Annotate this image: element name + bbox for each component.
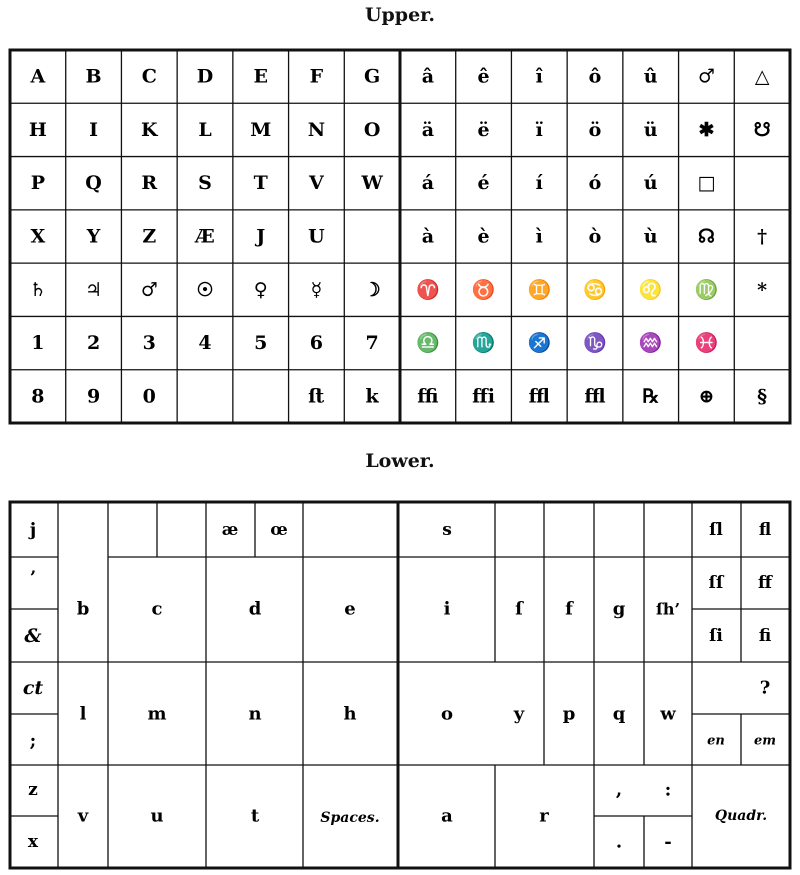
upper-cell-4-2: ♂ — [140, 278, 158, 301]
lower-cell-oe: œ — [270, 520, 288, 540]
upper-cell-1-1: I — [89, 118, 99, 141]
lower-cell-f: f — [565, 598, 573, 620]
lower-cell-r: r — [539, 805, 549, 827]
lower-cell-fl: fl — [758, 520, 772, 540]
upper-cell-0-9: î — [535, 65, 543, 88]
lower-cell-ct-ligature: ct — [22, 677, 44, 699]
upper-cell-3-7: à — [421, 225, 435, 248]
upper-cell-0-7: â — [421, 65, 435, 88]
upper-cell-1-0: H — [28, 118, 47, 141]
lower-cell-h: h — [343, 703, 357, 725]
upper-cell-1-9: ï — [535, 118, 543, 141]
upper-cell-4-3: ☉ — [196, 278, 214, 301]
upper-cell-1-11: ü — [643, 118, 658, 141]
upper-cell-4-7: ♈ — [416, 278, 440, 301]
upper-cell-2-6: W — [361, 172, 383, 195]
upper-cell-3-12: ☊ — [697, 225, 715, 248]
upper-cell-2-4: T — [253, 172, 268, 195]
upper-cell-2-11: ú — [643, 172, 658, 195]
upper-cell-5-5: 6 — [309, 332, 324, 355]
lower-cell-g: g — [612, 598, 626, 620]
upper-cell-5-4: 5 — [254, 332, 268, 355]
upper-cell-4-8: ♉ — [471, 278, 496, 301]
upper-cell-5-12: ♓ — [694, 332, 719, 355]
upper-cell-0-11: û — [643, 65, 658, 88]
lower-cell-long-sh: ſh’ — [655, 599, 681, 619]
lower-cell-hyphen: - — [664, 831, 672, 853]
lower-case-heading: Lower. — [365, 450, 435, 472]
lower-cell-j: j — [29, 519, 37, 541]
lower-cell-ae: æ — [221, 520, 239, 540]
upper-cell-2-8: é — [477, 172, 490, 195]
upper-cell-2-9: í — [535, 172, 543, 195]
upper-cell-6-5: ﬅ — [308, 385, 325, 408]
lower-cell-apostrophe: ’ — [29, 567, 37, 589]
upper-cell-4-0: ♄ — [29, 278, 47, 301]
lower-cell-fi: fi — [758, 626, 772, 646]
lower-cell-spaces: Spaces. — [320, 810, 380, 826]
upper-cell-5-1: 2 — [86, 332, 101, 355]
upper-cell-3-0: X — [30, 225, 46, 248]
lower-cell-w: w — [660, 703, 676, 725]
upper-cell-1-13: ☋ — [753, 118, 771, 141]
lower-cell-z: z — [28, 780, 38, 800]
lower-cell-colon: : — [664, 779, 672, 801]
upper-cell-5-7: ♎ — [416, 332, 440, 355]
upper-cell-5-0: 1 — [31, 332, 45, 355]
lower-cell-v: v — [77, 805, 89, 827]
upper-cell-0-2: C — [141, 65, 157, 88]
upper-cell-1-4: M — [250, 118, 272, 141]
upper-cell-3-2: Z — [142, 225, 157, 248]
upper-cell-5-3: 4 — [198, 332, 212, 355]
upper-cell-2-7: á — [421, 172, 435, 195]
lower-cell-u: u — [150, 805, 164, 827]
upper-cell-6-12: ⊕ — [698, 385, 715, 408]
upper-cell-1-12: ✱ — [698, 118, 715, 141]
upper-cell-0-12: ♂ — [697, 65, 715, 88]
upper-case-heading: Upper. — [364, 4, 436, 26]
upper-cell-6-6: k — [365, 385, 379, 408]
lower-cell-q: q — [612, 703, 626, 725]
lower-cell-question: ? — [759, 677, 771, 699]
upper-cell-6-13: § — [757, 385, 768, 408]
upper-cell-5-11: ♒ — [638, 332, 663, 355]
lower-cell-i: i — [443, 598, 451, 620]
lower-cell-quadr: Quadr. — [714, 808, 768, 824]
lower-cell-em: em — [753, 733, 777, 749]
lower-cell-long-ss: ſſ — [708, 573, 724, 593]
upper-cell-2-3: S — [198, 172, 212, 195]
lower-cell-m: m — [147, 703, 167, 725]
upper-cell-2-2: R — [141, 172, 158, 195]
upper-cell-4-11: ♌ — [638, 278, 663, 301]
upper-cell-1-3: L — [198, 118, 212, 141]
upper-cell-1-6: O — [363, 118, 381, 141]
upper-cell-3-9: ì — [535, 225, 543, 248]
lower-cell-semicolon: ; — [29, 730, 37, 752]
lower-cell-x: x — [27, 832, 39, 852]
lower-cell-ff: ff — [758, 573, 772, 593]
upper-cell-0-10: ô — [588, 65, 602, 88]
upper-cell-0-3: D — [196, 65, 214, 88]
upper-cell-0-5: F — [309, 65, 324, 88]
upper-cell-0-8: ê — [477, 65, 490, 88]
upper-cell-4-5: ☿ — [310, 278, 323, 301]
upper-cell-4-6: ☽ — [363, 278, 381, 301]
upper-cell-6-10: ffl — [584, 385, 606, 408]
upper-cell-5-9: ♐ — [527, 332, 552, 355]
upper-cell-1-2: K — [141, 118, 158, 141]
upper-cell-1-8: ë — [477, 118, 490, 141]
lower-cell-ampersand: & — [24, 625, 42, 647]
lower-cell-e: e — [344, 598, 356, 620]
upper-cell-4-10: ♋ — [583, 278, 607, 301]
lower-cell-c: c — [151, 598, 163, 620]
upper-cell-6-0: 8 — [31, 385, 45, 408]
upper-cell-2-10: ó — [588, 172, 602, 195]
upper-cell-6-8: ffi — [472, 385, 495, 408]
upper-cell-0-1: B — [85, 65, 102, 88]
upper-cell-0-13: △ — [754, 65, 770, 88]
lower-cell-t: t — [250, 805, 260, 827]
upper-cell-0-6: G — [364, 65, 381, 88]
upper-cell-1-7: ä — [421, 118, 435, 141]
upper-cell-5-6: 7 — [365, 332, 379, 355]
upper-cell-4-1: ♃ — [85, 278, 103, 301]
upper-cell-2-12: □ — [697, 172, 716, 195]
lower-cell-p: p — [562, 703, 576, 725]
upper-cell-2-0: P — [30, 172, 46, 195]
lower-cell-y: y — [513, 703, 525, 725]
upper-cell-3-3: Æ — [195, 225, 215, 248]
upper-cell-3-1: Y — [86, 225, 101, 248]
upper-cell-0-4: E — [253, 65, 268, 88]
lower-cell-l: l — [79, 703, 87, 725]
upper-cell-2-5: V — [309, 172, 324, 195]
lower-cell-en: en — [707, 733, 725, 749]
upper-cell-3-13: † — [757, 225, 768, 248]
lower-cell-b: b — [76, 598, 90, 620]
lower-cell-long-s: ſ — [515, 598, 523, 620]
upper-cell-4-13: * — [757, 278, 768, 301]
upper-cell-6-2: 0 — [142, 385, 156, 408]
lower-cell-long-sl: ſl — [709, 520, 723, 540]
lower-cell-a: a — [441, 805, 453, 827]
upper-cell-3-11: ù — [643, 225, 658, 248]
lower-cell-period: . — [615, 831, 623, 853]
upper-cell-4-9: ♊ — [527, 278, 552, 301]
upper-cell-0-0: A — [30, 65, 46, 88]
upper-cell-6-7: ﬃ — [417, 385, 439, 408]
upper-cell-5-10: ♑ — [583, 332, 607, 355]
upper-cell-3-8: è — [477, 225, 490, 248]
lower-cell-d: d — [248, 598, 262, 620]
lower-cell-long-si: ſi — [709, 626, 723, 646]
upper-cell-3-5: U — [308, 225, 325, 248]
upper-cell-2-1: Q — [85, 172, 102, 195]
lower-cell-n: n — [248, 703, 262, 725]
upper-cell-5-2: 3 — [142, 332, 156, 355]
lower-cell-s: s — [442, 520, 452, 540]
upper-cell-1-10: ö — [588, 118, 602, 141]
upper-cell-1-5: N — [307, 118, 326, 141]
upper-cell-6-9: ﬄ — [528, 385, 550, 408]
upper-cell-5-8: ♏ — [471, 332, 496, 355]
upper-cell-6-1: 9 — [86, 385, 101, 408]
upper-cell-4-12: ♍ — [694, 278, 719, 301]
lower-cell-o: o — [440, 703, 454, 725]
upper-cell-3-10: ò — [588, 225, 602, 248]
upper-cell-3-4: J — [256, 225, 266, 248]
upper-cell-4-4: ♀ — [253, 278, 268, 301]
lower-cell-comma: , — [615, 779, 623, 801]
upper-cell-6-11: ℞ — [642, 385, 660, 408]
